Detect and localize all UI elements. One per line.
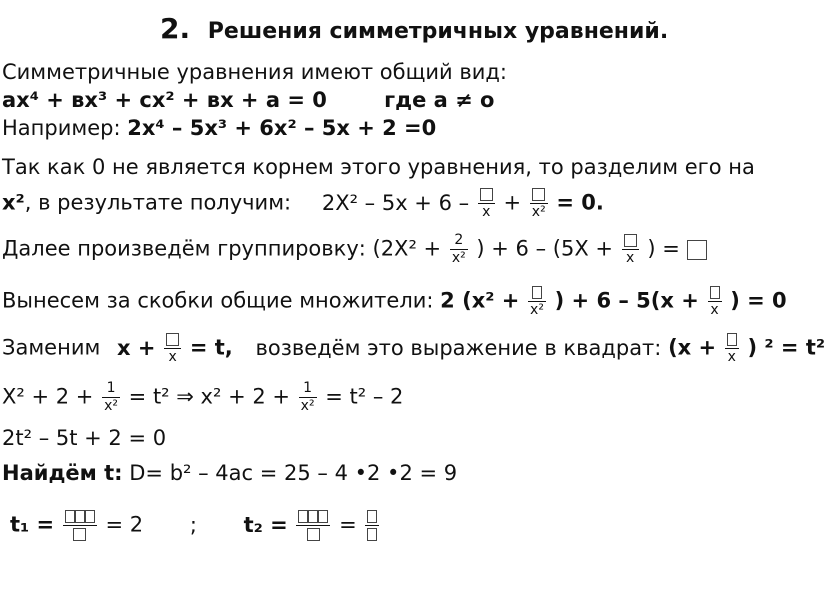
line-roots: t₁ = = 2 ; t₂ = = [10, 508, 381, 543]
missing-glyph-box [710, 286, 720, 299]
fraction-1-over-x2: $\frac{1}{\text{x²}}$ [300, 380, 315, 414]
root-t2-label: t₂ = [243, 512, 288, 537]
line-grouping: Далее произведём группировку: (2X² + $\frac{2}{\text{x²}}$ ) + 6 – (5X + x ) = [2, 232, 707, 267]
missing-glyph-box [318, 510, 328, 523]
missing-glyph-box [624, 234, 637, 247]
missing-glyph-box [75, 510, 85, 523]
line-substitution: Заменим x + x = t, возведём это выражение в квадрат: (x + x ) ² = t² [2, 331, 825, 366]
missing-glyph-box [480, 188, 493, 201]
line-general-form-label: Симметричные уравнения имеют общий вид: [2, 60, 507, 84]
result-text: , в результате получим: [24, 190, 292, 215]
fraction-box-over-x: x [725, 331, 739, 366]
title-number: 2. [160, 12, 191, 45]
x-squared: x² [2, 190, 25, 215]
line-example [2, 118, 436, 139]
fraction-box-over-x: x [622, 232, 639, 267]
missing-glyph-box [73, 528, 86, 541]
slide-title [160, 12, 668, 45]
missing-glyph-box [166, 333, 179, 346]
divided-eq-start: 2X² – 5x + 6 – [321, 190, 470, 215]
fraction-box-over-x: x [708, 284, 722, 319]
fraction-2-over-x2: $\frac{2}{\text{x²}}$ [451, 232, 466, 266]
fraction-box-over-x: x [164, 331, 181, 366]
line-explanation: Так как 0 не является корнем этого уравнения, то разделим его на [2, 155, 755, 179]
fraction-t2-result [365, 508, 379, 543]
missing-glyph-box [308, 510, 318, 523]
fraction-box-over-x2: x² [528, 284, 546, 319]
root-t1-label: t₁ = [10, 512, 55, 537]
missing-glyph-box [687, 240, 707, 260]
missing-glyph-box [367, 510, 377, 523]
line-general-equation [2, 90, 494, 111]
line-quadratic: 2t² – 5t + 2 = 0 [2, 426, 167, 450]
missing-glyph-box [367, 528, 377, 541]
line-square: X² + 2 + $\frac{1}{\text{x²}}$ = t² ⇒ x² + 2 + $\frac{1}{\text{x²}}$ = t² – 2 [2, 380, 404, 414]
example-label: Например: [2, 116, 121, 140]
line-discriminant: Найдём t: D= b² – 4ac = 25 – 4 •2 •2 = 9 [2, 461, 458, 485]
missing-glyph-box [532, 188, 545, 201]
missing-glyph-box [85, 510, 95, 523]
general-equation: ax⁴ + вx³ + сx² + вx + а = 0 [2, 88, 327, 112]
fraction-2: x² [530, 186, 548, 221]
fraction-t1 [63, 508, 97, 543]
condition: где a ≠ o [384, 88, 495, 112]
missing-glyph-box [532, 286, 542, 299]
missing-glyph-box [307, 528, 320, 541]
missing-glyph-box [298, 510, 308, 523]
line-divided: x², в результате получим: 2X² – 5x + 6 – x + x² = 0. [2, 186, 604, 221]
example-equation: 2x⁴ – 5x³ + 6x² – 5x + 2 =0 [127, 116, 437, 140]
title-text: Решения симметричных уравнений. [207, 19, 669, 44]
divided-eq-end: = 0. [556, 190, 604, 215]
line-factor-out: Вынесем за скобки общие множители: 2 (x² + x² ) + 6 – 5(x + x ) = 0 [2, 284, 787, 319]
fraction-t2 [296, 508, 330, 543]
fraction-1-over-x2: $\frac{1}{\text{x²}}$ [104, 380, 118, 414]
fraction-1: x [478, 186, 495, 221]
missing-glyph-box [65, 510, 75, 523]
missing-glyph-box [727, 333, 737, 346]
